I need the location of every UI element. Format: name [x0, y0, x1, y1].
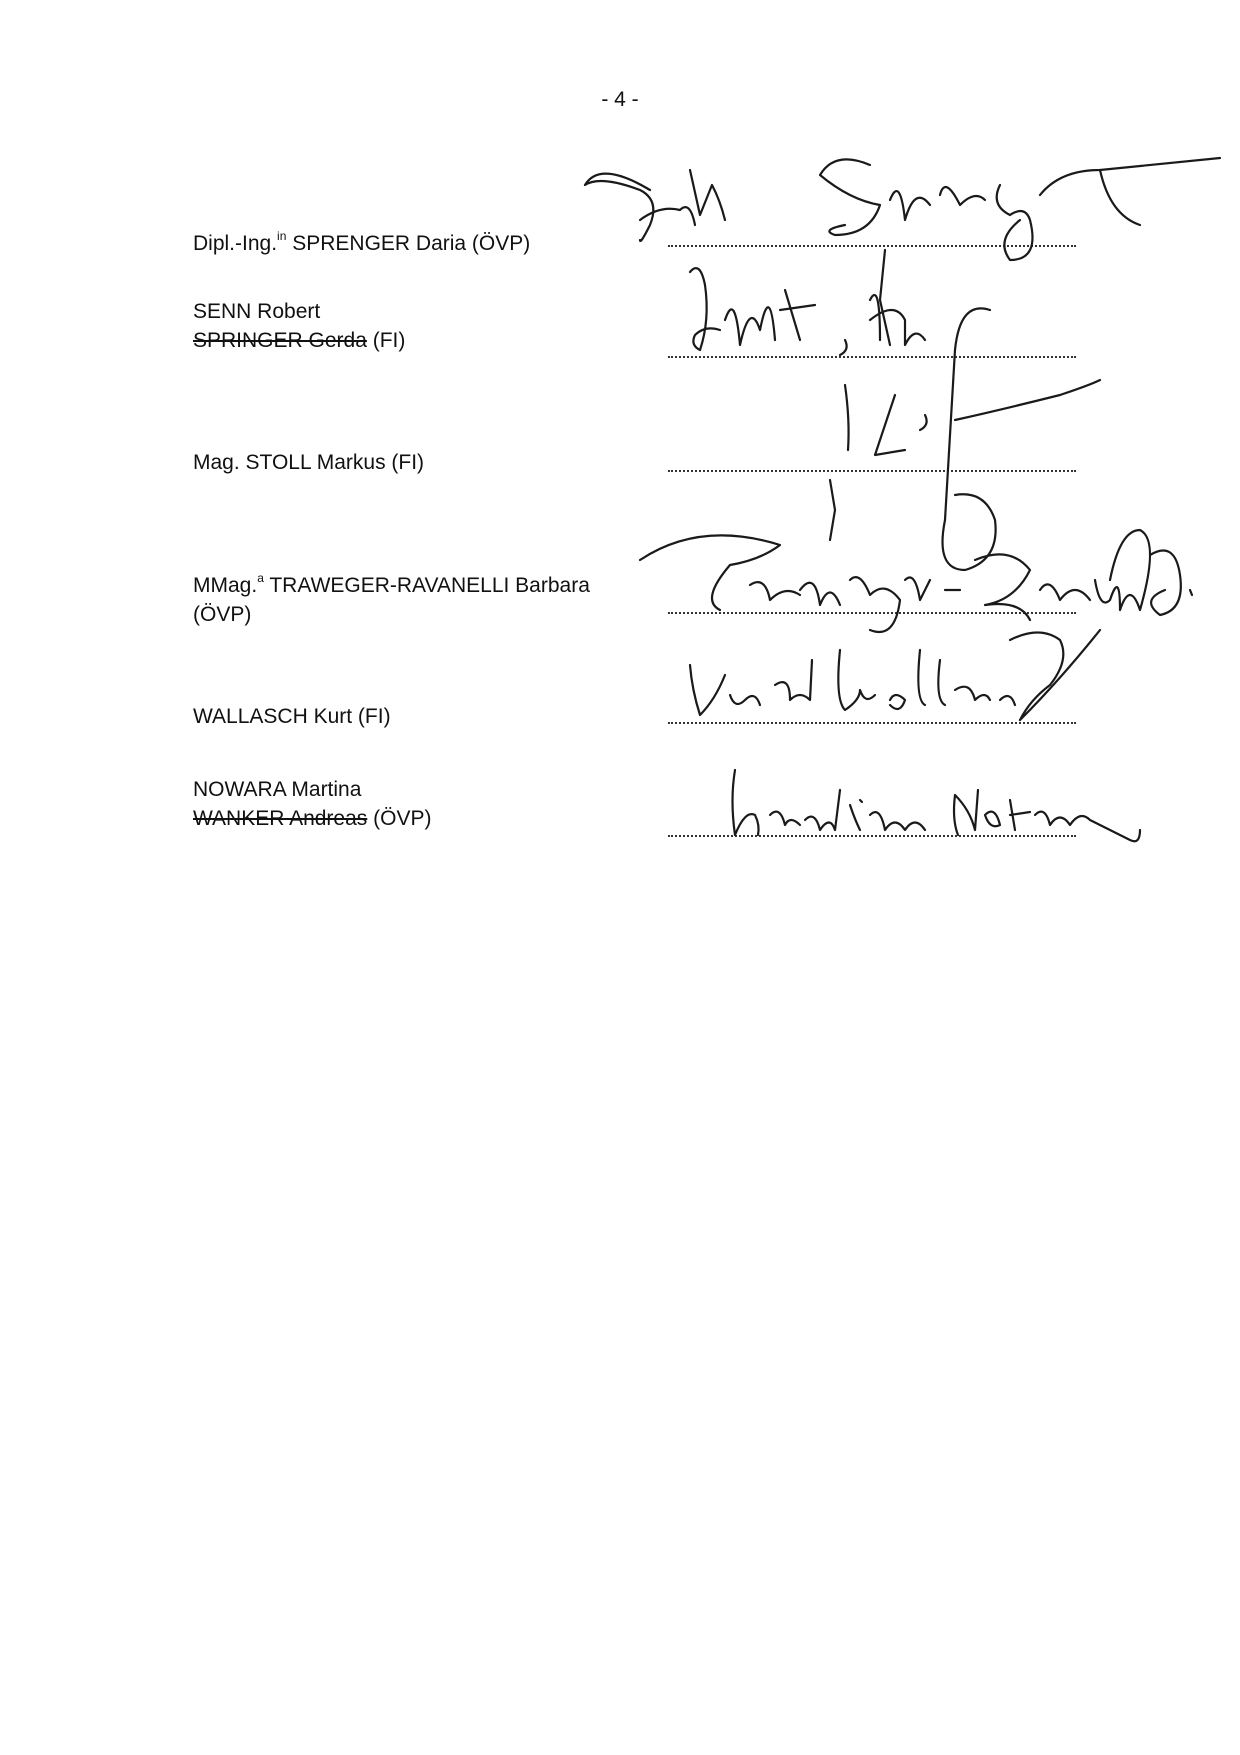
title-suffix: a: [257, 571, 264, 585]
signatory-name: SPRENGER Daria (ÖVP): [292, 232, 531, 255]
signatory-wallasch: [193, 702, 391, 731]
signatory-stoll: [193, 448, 424, 477]
signatory-name: TRAWEGER-RAVANELLI Barbara: [269, 574, 590, 597]
party-label: (ÖVP): [193, 603, 252, 626]
page-number: - 4 -: [601, 88, 639, 111]
signature-line: [668, 356, 1076, 358]
signatory-traweger-ravanelli: [193, 564, 590, 629]
signature-wallasch: [690, 630, 1100, 720]
signature-traweger: [640, 530, 1192, 632]
academic-title: Dipl.-Ing.: [193, 232, 278, 255]
title-suffix: in: [277, 229, 287, 243]
signatory-nowara: [193, 775, 431, 833]
signature-line: [668, 722, 1076, 724]
signatory-name: WALLASCH Kurt (FI): [193, 705, 391, 728]
signature-stoll: [830, 308, 1100, 570]
signature-line: [668, 245, 1076, 247]
signature-line: [668, 612, 1076, 614]
signature-senn: [690, 250, 925, 355]
academic-title: MMag.: [193, 574, 258, 597]
party-label: (FI): [366, 329, 406, 352]
signatory-sprenger: [193, 222, 530, 258]
signature-line: [668, 470, 1076, 472]
signature-nowara: [733, 770, 1141, 841]
struck-name: SPRINGER Gerda: [193, 329, 367, 352]
signatory-name: SENN Robert: [193, 300, 321, 323]
signatory-name: Mag. STOLL Markus (FI): [193, 451, 425, 474]
struck-name: WANKER Andreas: [193, 807, 368, 830]
party-label: (ÖVP): [367, 807, 432, 830]
signatory-senn: [193, 297, 405, 355]
signature-line: [668, 835, 1076, 837]
signatory-name: NOWARA Martina: [193, 778, 362, 801]
